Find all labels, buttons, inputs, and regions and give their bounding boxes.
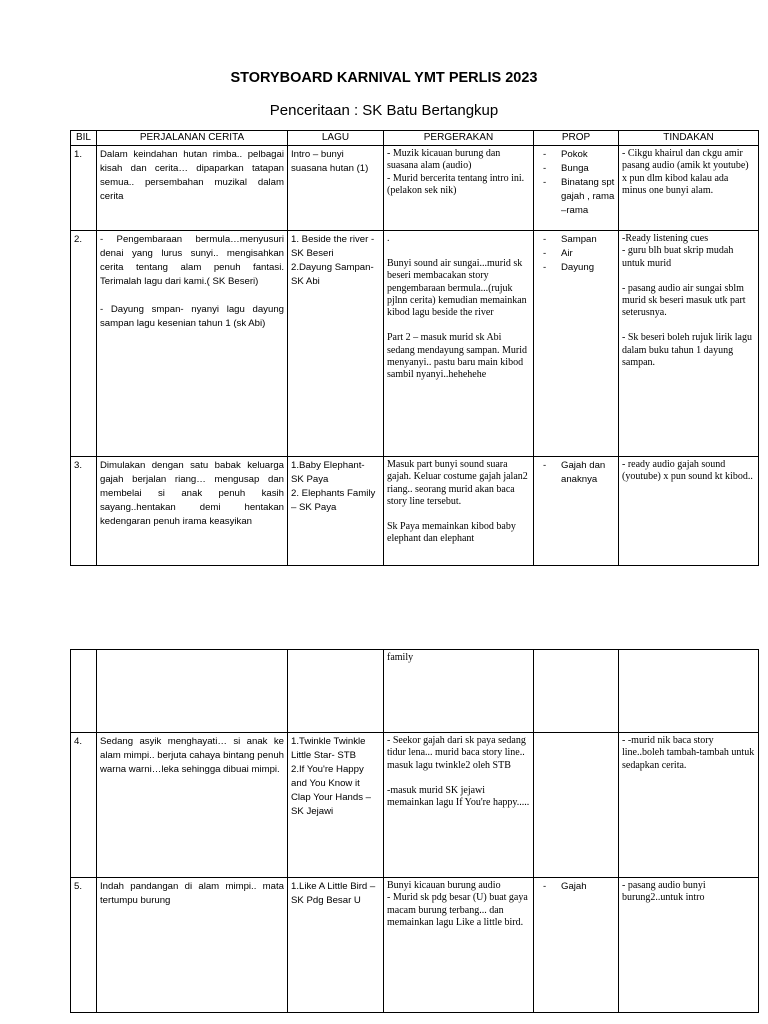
- row-cerita: Sedang asyik menghayati… si anak ke alam mimpi.. berjuta cahaya bintang penuh warna warni…leka sehingga dibuai mimpi.: [97, 733, 288, 878]
- row-prop: [534, 733, 619, 878]
- row-bil: 1.: [71, 146, 97, 231]
- row-tindakan: [619, 650, 759, 733]
- table-row: [71, 650, 759, 733]
- row-cerita: Dalam keindahan hutan rimba.. pelbagai kisah dan cerita… dipaparkan tatapan semua.. persembahan muzikal dalam cerita: [97, 146, 288, 231]
- header-perjalanan-cerita: PERJALANAN CERITA: [97, 131, 288, 146]
- document-title: STORYBOARD KARNIVAL YMT PERLIS 2023: [230, 70, 538, 86]
- row-lagu: [288, 650, 384, 733]
- row-prop: [534, 650, 619, 733]
- row-bil: 5.: [71, 878, 97, 1013]
- row-pergerakan: Bunyi kicauan burung audio - Murid sk pdg besar (U) buat gaya macam burung terbang... dan memainkan lagu Like a little bird.: [384, 878, 534, 1013]
- row-pergerakan: . Bunyi sound air sungai...murid sk beseri membacakan story pengembaraan bermula...(rujuk pjlnn cerita) kemudian memainkan kibod lagu beside the river Part 2 – masuk murid sk Abi sedang mendayung sampan. Murid menyanyi.. pastu baru main kibod sambil nyanyi..hehehehe: [384, 231, 534, 457]
- header-bil: BIL: [71, 131, 97, 146]
- row-tindakan: - -murid nik baca story line..boleh tambah-tambah untuk sedapkan cerita.: [619, 733, 759, 878]
- table-row: [71, 146, 759, 231]
- row-cerita: Dimulakan dengan satu babak keluarga gajah berjalan riang… mengusap dan membelai si anak penuh kasih sayang..hentakan demi hentakan kedengaran penuh irama keasyikan: [97, 457, 288, 566]
- prop-item: - Air: [537, 247, 615, 261]
- row-bil: [71, 650, 97, 733]
- table-row: [71, 231, 759, 457]
- row-cerita: - Pengembaraan bermula…menyusuri denai yang lurus sunyi.. mengisahkan cerita tentang alam penuh fantasi. Terimalah lagu dari kami.( SK Beseri) - Dayung smpan- nyanyi lagu dayung sampan lagu kesenian tahun 1 (sk Abi): [97, 231, 288, 457]
- row-lagu: 1.Twinkle Twinkle Little Star- STB 2.If You're Happy and You Know it Clap Your Hands – SK Jejawi: [288, 733, 384, 878]
- row-prop: [534, 457, 619, 566]
- row-tindakan: - ready audio gajah sound (youtube) x pun sound kt kibod..: [619, 457, 759, 566]
- row-prop: [534, 146, 619, 231]
- table-header-row: [71, 131, 759, 146]
- row-pergerakan: - Seekor gajah dari sk paya sedang tidur lena... murid baca story line.. masuk lagu twinkle2 oleh STB -masuk murid SK jejawi memainkan lagu If You're happy.....: [384, 733, 534, 878]
- row-pergerakan: family: [384, 650, 534, 733]
- prop-item: - Gajah: [537, 880, 615, 894]
- table-row: [71, 733, 759, 878]
- table-row: [71, 457, 759, 566]
- row-bil: 2.: [71, 231, 97, 457]
- storyboard-table: [70, 130, 759, 566]
- header-prop: PROP: [534, 131, 619, 146]
- prop-item: - Dayung: [537, 261, 615, 275]
- header-tindakan: TINDAKAN: [619, 131, 759, 146]
- row-tindakan: -Ready listening cues - guru blh buat skrip mudah untuk murid - pasang audio air sungai sblm murid sk beseri masuk utk part seterusnya. - Sk beseri boleh rujuk lirik lagu dalam buku tahun 1 dayung sampan.: [619, 231, 759, 457]
- document-subtitle: Penceritaan : SK Batu Bertangkup: [269, 102, 499, 119]
- row-prop: [534, 231, 619, 457]
- row-cerita: [97, 650, 288, 733]
- storyboard-table-continued: [70, 649, 759, 1013]
- row-tindakan: - Cikgu khairul dan ckgu amir pasang audio (amik kt youtube) x pun dlm kibod kalau ada minus one bunyi alam.: [619, 146, 759, 231]
- row-pergerakan: - Muzik kicauan burung dan suasana alam (audio) - Murid bercerita tentang intro ini. (pelakon sek nik): [384, 146, 534, 231]
- row-bil: 4.: [71, 733, 97, 878]
- row-lagu: Intro – bunyi suasana hutan (1): [288, 146, 384, 231]
- prop-item: - Pokok: [537, 148, 615, 162]
- prop-item: - Binatang spt gajah , rama –rama: [537, 176, 615, 218]
- prop-item: - Bunga: [537, 162, 615, 176]
- row-bil: 3.: [71, 457, 97, 566]
- row-lagu: 1.Baby Elephant- SK Paya 2. Elephants Family – SK Paya: [288, 457, 384, 566]
- table-row: [71, 878, 759, 1013]
- header-lagu: LAGU: [288, 131, 384, 146]
- row-lagu: 1. Beside the river - SK Beseri 2.Dayung Sampan- SK Abi: [288, 231, 384, 457]
- row-cerita: Indah pandangan di alam mimpi.. mata tertumpu burung: [97, 878, 288, 1013]
- row-pergerakan: Masuk part bunyi sound suara gajah. Keluar costume gajah jalan2 riang.. seorang murid akan baca story line tersebut. Sk Paya memainkan kibod baby elephant dan elephant: [384, 457, 534, 566]
- prop-item: - Gajah dan anaknya: [537, 459, 615, 487]
- row-lagu: 1.Like A Little Bird – SK Pdg Besar U: [288, 878, 384, 1013]
- prop-item: - Sampan: [537, 233, 615, 247]
- header-pergerakan: PERGERAKAN: [384, 131, 534, 146]
- row-tindakan: - pasang audio bunyi burung2..untuk intro: [619, 878, 759, 1013]
- row-prop: [534, 878, 619, 1013]
